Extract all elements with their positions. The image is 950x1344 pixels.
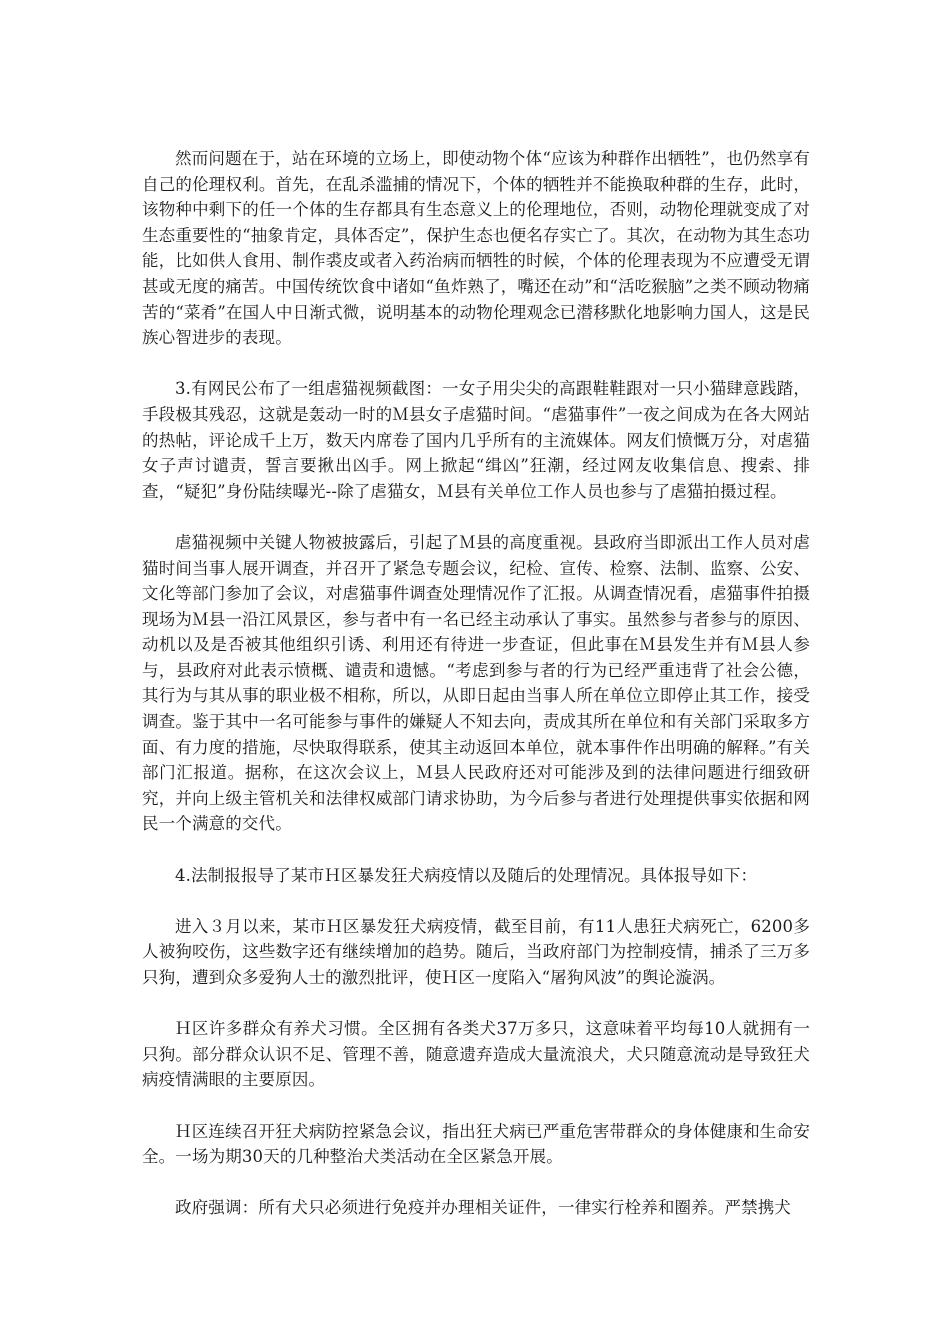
paragraph-animal-ethics: 然而问题在于，站在环境的立场上，即使动物个体“应该为种群作出牺牲”，也仍然享有自己的伦理权利。首先，在乱杀滥捕的情况下，个体的牺牲并不能换取种群的生存，此时，该物种中剩下的任一个体的生存都具有生态意义上的伦理地位，否则，动物伦理就变成了对生态重要性的“抽象肯定，具体否定”，保护生态也便名存实亡了。其次，在动物为其生态功能，比如供人食用、制作裘皮或者入药治病而牺牲的时候，个体的伦理表现为不应遭受无谓甚或无度的痛苦。中国传统饮食中诸如“鱼炸熟了，嘴还在动”和“活吃猴脑”之类不顾动物痛苦的“菜肴”在国人中日渐式微，说明基本的动物伦理观念已潜移默化地影响力国人，这是民族心智进步的表现。 (142, 149, 810, 348)
paragraph-case-3-cat-abuse: 3.有网民公布了一组虐猫视频截图：一女子用尖尖的高跟鞋鞋跟对一只小猫肆意践踏，手段极其残忍，这就是轰动一时的Ｍ县女子虐猫时间。“虐猫事件”一夜之间成为在各大网站的热帖，评论成千上万，数天内席卷了国内几乎所有的主流媒体。网友们愤慨万分，对虐猫女子声讨谴责，誓言要揪出凶手。网上掀起“缉凶”狂潮，经过网友收集信息、搜索、排查，“疑犯”身份陆续曝光--除了虐猫女，Ｍ县有关单位工作人员也参与了虐猫拍摄过程。 (142, 379, 810, 501)
paragraph-government-rules: 政府强调：所有犬只必须进行免疫并办理相关证件，一律实行栓养和圈养。严禁携犬 (175, 1198, 792, 1218)
document-body (142, 146, 810, 1247)
paragraph-rabies-outbreak: 进入３月以来，某市Ｈ区暴发狂犬病疫情，截至目前，有11人患狂犬病死亡，6200多人被狗咬伤，这些数字还有继续增加的趋势。随后，当政府部门为控制疫情，捕杀了三万多只狗，遭到众多爱狗人士的激烈批评，使Ｈ区一度陷入“屠狗风波”的舆论漩涡。 (142, 916, 810, 987)
paragraph-emergency-meeting: Ｈ区连续召开狂犬病防控紧急会议，指出狂犬病已严重危害带群众的身体健康和生命安全。一场为期30天的几种整治犬类活动在全区紧急开展。 (142, 1121, 810, 1167)
paragraph-case-4-intro: 4.法制报报导了某市Ｈ区暴发狂犬病疫情以及随后的处理情况。具体报导如下： (175, 865, 758, 885)
paragraph-dog-ownership: Ｈ区许多群众有养犬习惯。全区拥有各类犬37万多只，这意味着平均每10人就拥有一只狗。部分群众认识不足、管理不善，随意遗弃造成大量流浪犬，犬只随意流动是导致狂犬病疫情满眼的主要原因。 (142, 1019, 810, 1090)
paragraph-county-response: 虐猫视频中关键人物被披露后，引起了Ｍ县的高度重视。县政府当即派出工作人员对虐猫时间当事人展开调查，并召开了紧急专题会议，纪检、宣传、检察、法制、监察、公安、文化等部门参加了会议，对虐猫事件调查处理情况作了汇报。从调查情况看，虐猫事件拍摄现场为Ｍ县一沿江风景区，参与者中有一名已经主动承认了事实。虽然参与者参与的原因、动机以及是否被其他组织引诱、利用还有待进一步查证，但此事在Ｍ县发生并有Ｍ县人参与，县政府对此表示愤概、谴责和遗憾。“考虑到参与者的行为已经严重违背了社会公德，其行为与其从事的职业极不相称，所以，从即日起由当事人所在单位立即停止其工作，接受调查。鉴于其中一名可能参与事件的嫌疑人不知去向，责成其所在单位和有关部门采取多方面、有力度的措施，尽快取得联系，使其主动返回本单位，就本事件作出明确的解释。”有关部门汇报道。据称，在这次会议上，Ｍ县人民政府还对可能涉及到的法律问题进行细致研究，并向上级主管机关和法律权威部门请求协助，为今后参与者进行处理提供事实依据和网民一个满意的交代。 (142, 532, 810, 834)
